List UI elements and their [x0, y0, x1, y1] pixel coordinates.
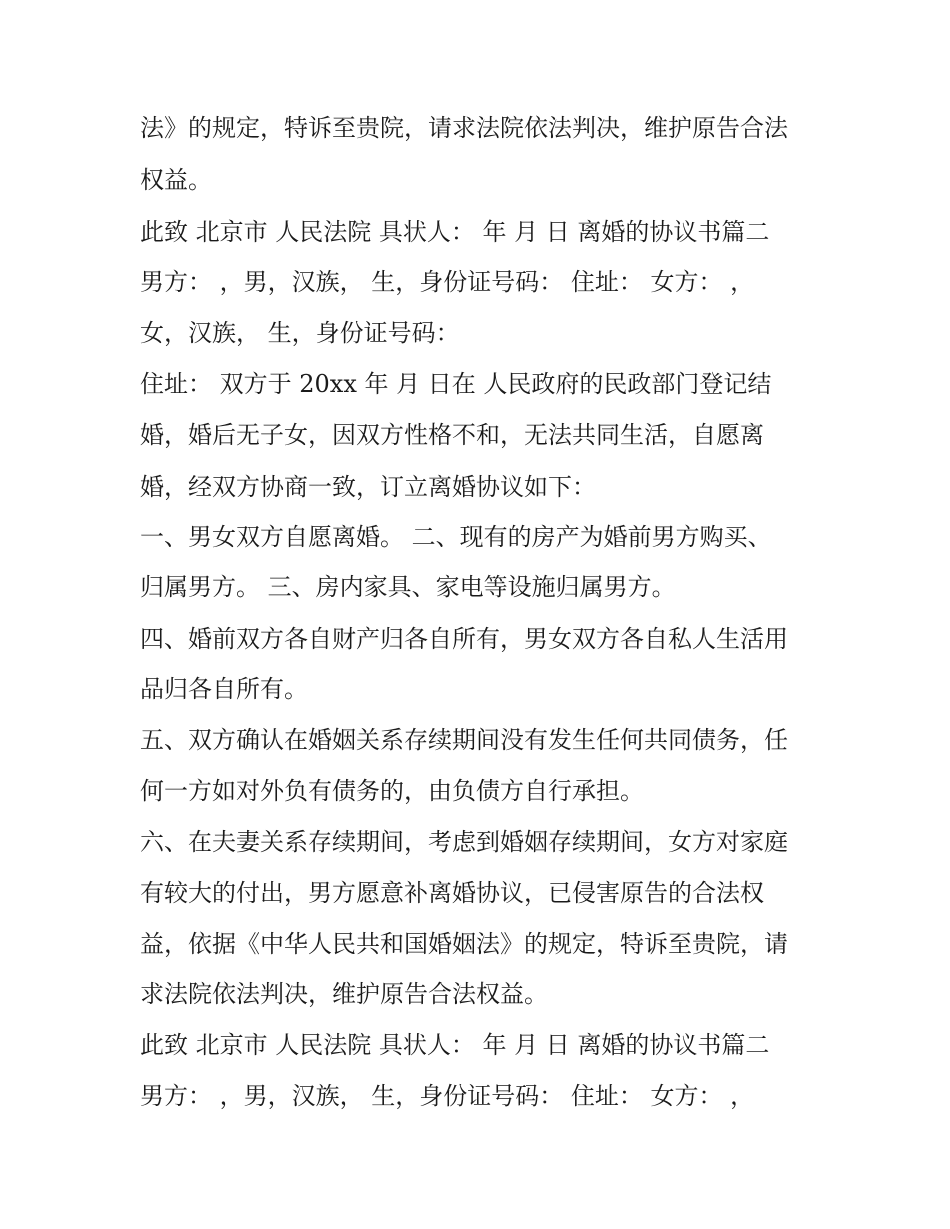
text-line: 女，汉族， 生，身份证号码：	[140, 319, 460, 347]
text-line: 六、在夫妻关系存续期间，考虑到婚姻存续期间，女方对家庭	[140, 828, 788, 856]
text-line: 此致 北京市 人民法院 具状人： 年 月 日 离婚的协议书篇二	[140, 218, 770, 246]
text-line: 婚，婚后无子女，因双方性格不和，无法共同生活，自愿离	[140, 421, 764, 449]
text-line: 益，依据《中华人民共和国婚姻法》的规定，特诉至贵院，请	[140, 930, 788, 958]
text-line: 权益。	[140, 166, 212, 194]
text-line: 男方： ，男，汉族， 生，身份证号码： 住址： 女方： ，	[140, 268, 755, 296]
text-line: 有较大的付出，男方愿意补离婚协议，已侵害原告的合法权	[140, 879, 764, 907]
text-line: 男方： ，男，汉族， 生，身份证号码： 住址： 女方： ，	[140, 1082, 755, 1110]
text-line: 法》的规定，特诉至贵院，请求法院依法判决，维护原告合法	[140, 114, 788, 142]
text-line: 婚，经双方协商一致，订立离婚协议如下：	[140, 473, 596, 501]
text-line: 此致 北京市 人民法院 具状人： 年 月 日 离婚的协议书篇二	[140, 1031, 770, 1059]
text-line: 品归各自所有。	[140, 675, 308, 703]
text-line: 一、男女双方自愿离婚。 二、现有的房产为婚前男方购买、	[140, 523, 772, 551]
text-line: 住址： 双方于 20xx 年 月 日在 人民政府的民政部门登记结	[140, 370, 772, 398]
text-line: 何一方如对外负有债务的，由负债方自行承担。	[140, 777, 644, 805]
text-line: 归属男方。 三、房内家具、家电等设施归属男方。	[140, 573, 676, 601]
text-line: 五、双方确认在婚姻关系存续期间没有发生任何共同债务，任	[140, 726, 788, 754]
text-line: 四、婚前双方各自财产归各自所有，男女双方各自私人生活用	[140, 625, 788, 653]
text-line: 求法院依法判决，维护原告合法权益。	[140, 980, 548, 1008]
